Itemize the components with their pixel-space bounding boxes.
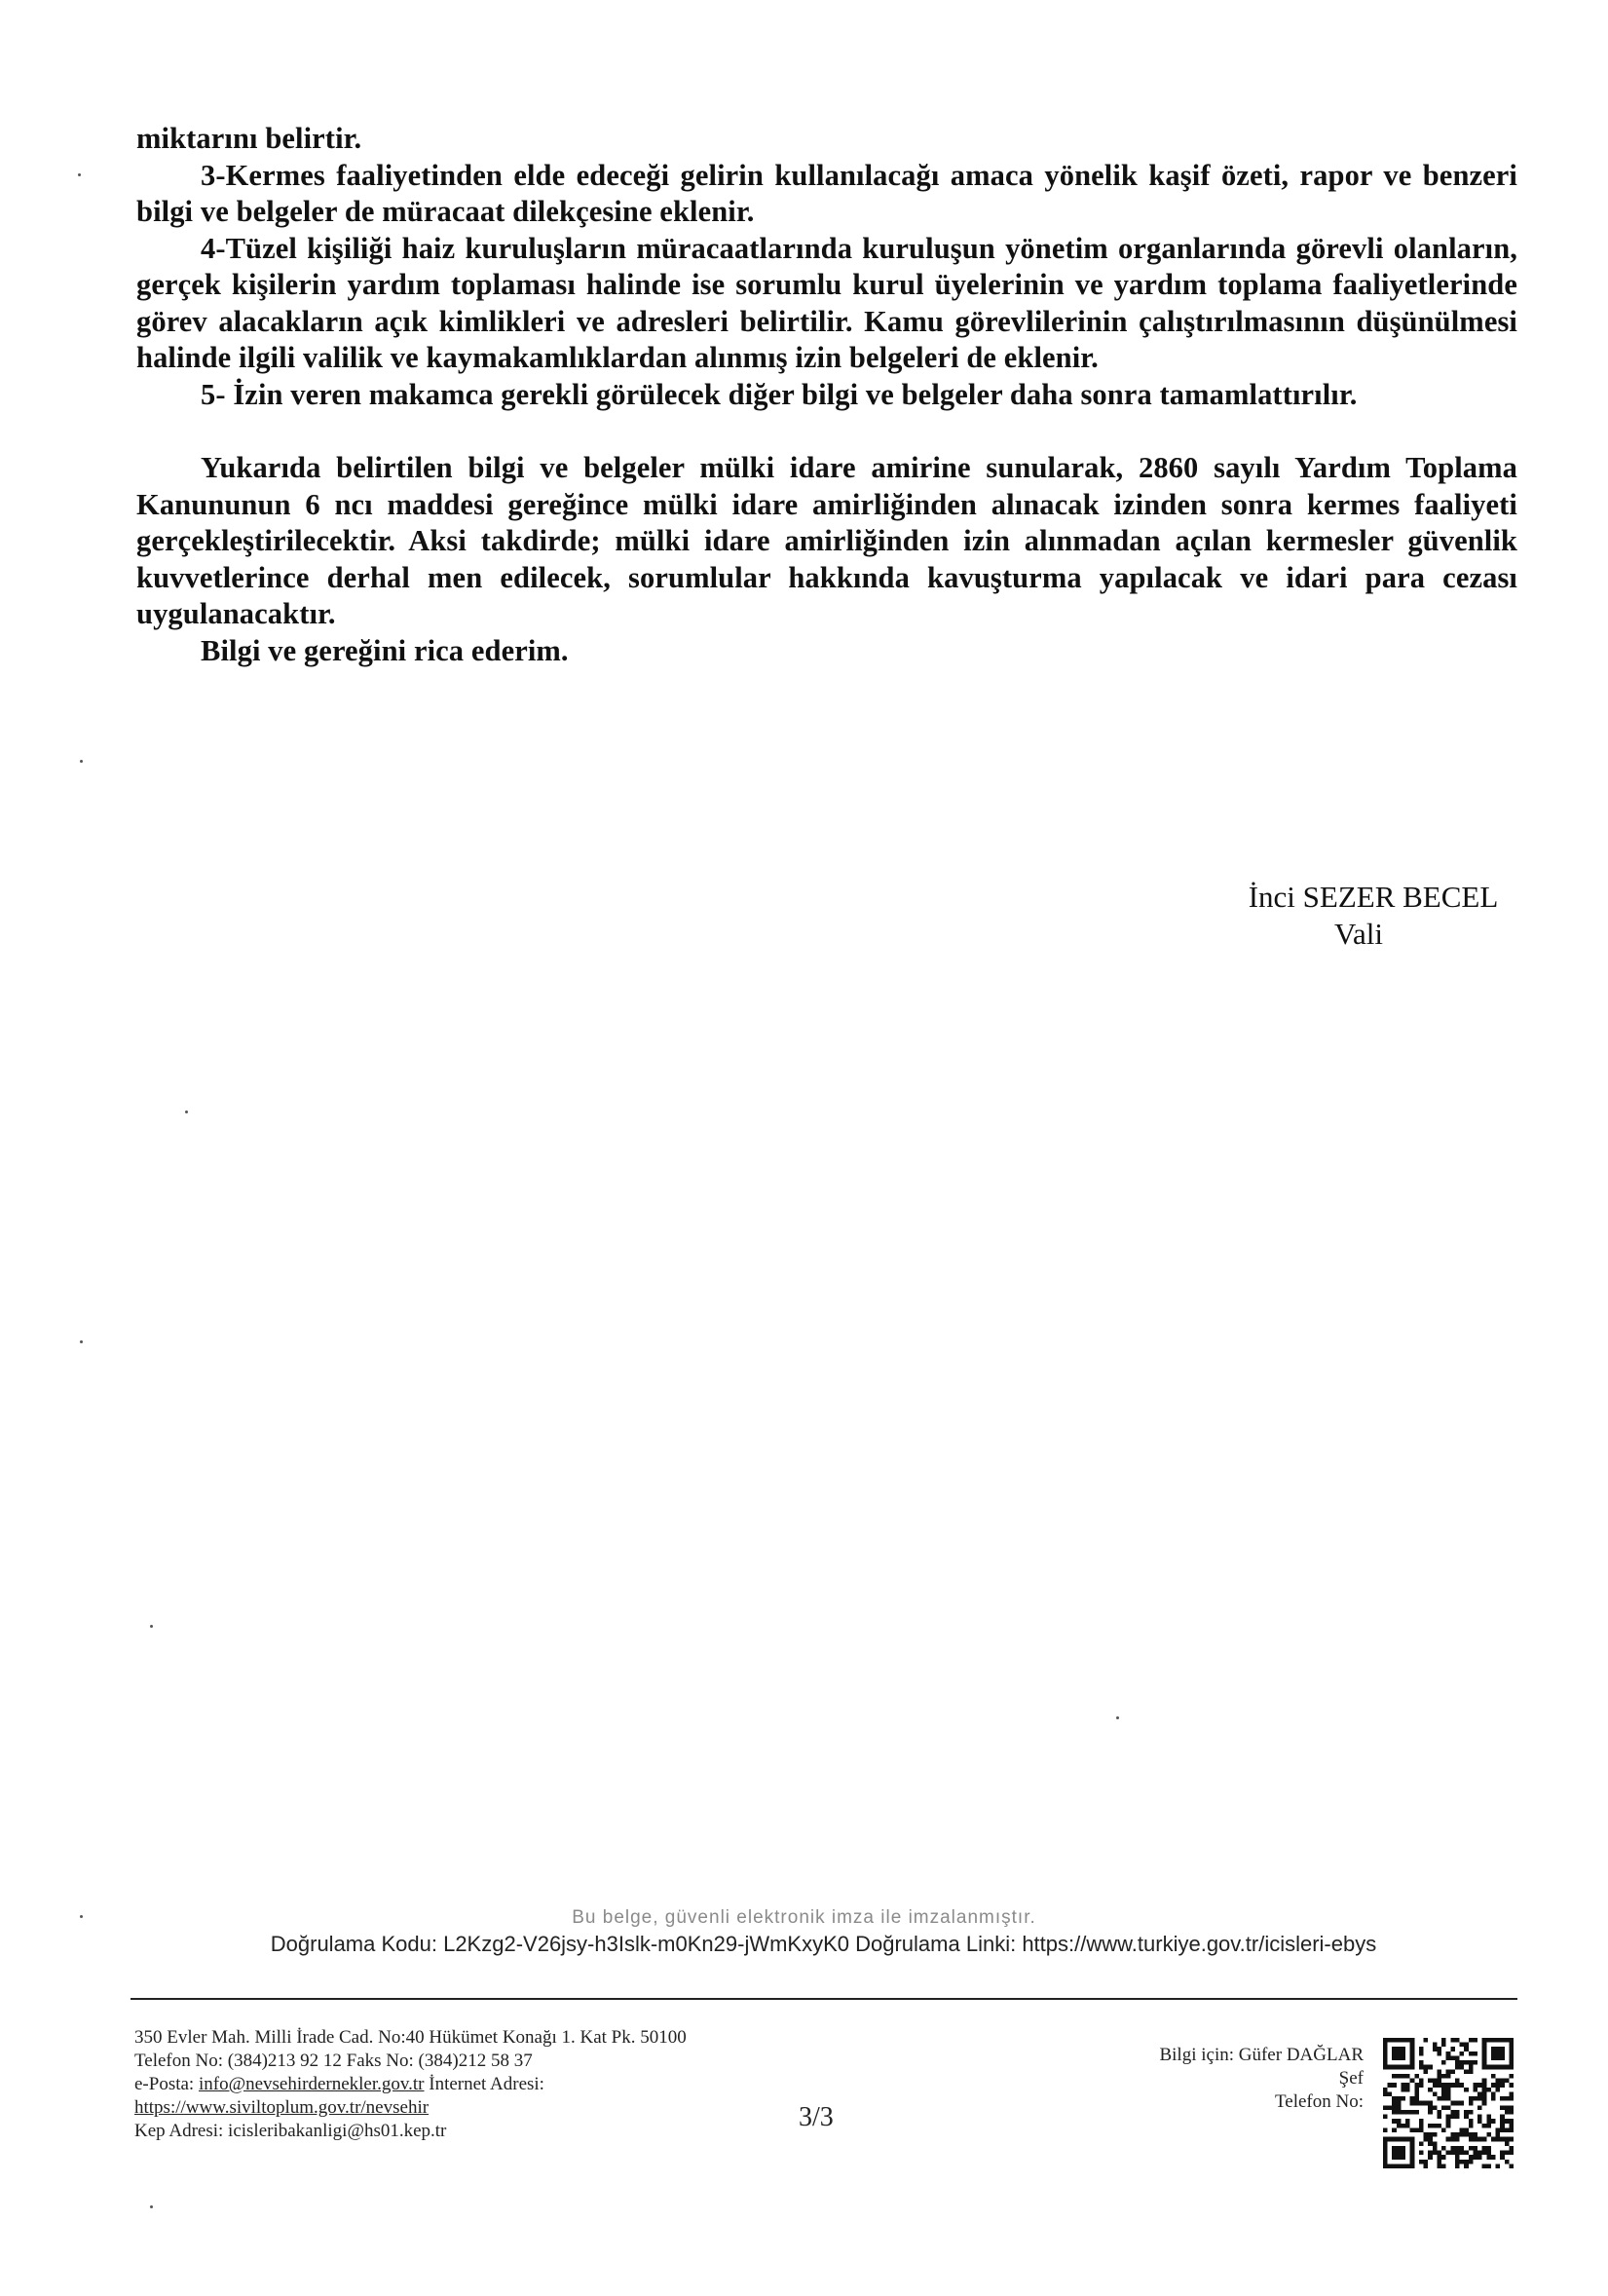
footer-kep: Kep Adresi: icisleribakanligi@hs01.kep.tr [134, 2121, 447, 2141]
footer-divider [131, 1998, 1517, 2000]
letter-body [136, 121, 1517, 669]
scan-speck [1116, 1716, 1119, 1719]
paragraph-item-3: 3-Kermes faaliyetinden elde edeceği gelirin kullanılacağı amaca yönelik kaşif özeti, rapor ve benzeri bilgi ve belgeler de müracaat dilekçesine eklenir. [136, 158, 1517, 228]
paragraph-item-4: 4-Tüzel kişiliği haiz kuruluşların müracaatlarında kuruluşun yönetim organlarında görevli olanların, gerçek kişilerin yardım toplaması halinde ise sorumlu kurul üyelerinin ve yardım toplama faaliyetlerinde görev alacakların açık kimlikleri ve adresleri belirtilir. Kamu görevlilerinin çalıştırılmasının düşünülmesi halinde ilgili valilik ve kaymakamlıklardan alınmış izin belgeleri de eklenir. [136, 231, 1517, 374]
e-signature-notice: Bu belge, güvenli elektronik imza ile imzalanmıştır. [572, 1907, 1036, 1928]
signer-title: Vali [1334, 917, 1383, 951]
scan-speck [150, 1625, 153, 1628]
contact-title: Şef [1338, 2068, 1364, 2089]
email-link[interactable]: info@nevsehirdernekler.gov.tr [198, 2074, 425, 2094]
scan-speck [80, 760, 83, 763]
contact-person: Bilgi için: Güfer DAĞLAR [1159, 2045, 1364, 2065]
scan-speck [185, 1110, 188, 1113]
signer-name: İnci SEZER BECEL [1248, 880, 1499, 914]
footer-contact-person [1071, 2044, 1364, 2114]
footer-address: 350 Evler Mah. Milli İrade Cad. No:40 Hükümet Konağı 1. Kat Pk. 50100 [134, 2027, 687, 2048]
verification-line: Doğrulama Kodu: L2Kzg2-V26jsy-h3Islk-m0Kn29-jWmKxyK0 Doğrulama Linki: https://www.turkiye.gov.tr/icisleri-ebys [270, 1932, 1377, 1956]
internet-link[interactable]: https://www.siviltoplum.gov.tr/nevsehir [134, 2097, 430, 2118]
qr-code-icon [1383, 2038, 1514, 2168]
email-label: e-Posta: [134, 2074, 199, 2094]
page-number: 3/3 [799, 2102, 834, 2132]
footer-contact-info [134, 2026, 836, 2143]
scan-speck [80, 1915, 83, 1918]
footer-email-row [134, 2073, 836, 2096]
paragraph-item-5: 5- İzin veren makamca gerekli görülecek diğer bilgi ve belgeler daha sonra tamamlattırılır. [201, 377, 1358, 411]
contact-phone: Telefon No: [1274, 2091, 1364, 2112]
scan-speck [150, 2205, 153, 2208]
paragraph-continuation: miktarını belirtir. [136, 122, 362, 155]
paragraph-main: Yukarıda belirtilen bilgi ve belgeler mülki idare amirine sunularak, 2860 sayılı Yardım Toplama Kanununun 6 ncı maddesi gereğince mülki idare amirliğinden alınacak izinden sonra kermes faaliyeti gerçekleştirilecektir. Aksi takdirde; mülki idare amirliğinden izin alınmadan açılan kermesler güvenlik kuvvetlerince derhal men edilecek, sorumlular hakkında kavuşturma yapılacak ve idari para cezası uygulanacaktır. [136, 451, 1517, 630]
paragraph-gap [136, 413, 1517, 450]
signature-block [1169, 879, 1519, 953]
footer-phone-fax: Telefon No: (384)213 92 12 Faks No: (384)212 58 37 [134, 2051, 533, 2071]
scan-speck [78, 173, 81, 176]
closing-line: Bilgi ve gereğini rica ederim. [201, 633, 569, 667]
scan-speck [80, 1340, 83, 1343]
internet-label: İnternet Adresi: [424, 2074, 544, 2094]
